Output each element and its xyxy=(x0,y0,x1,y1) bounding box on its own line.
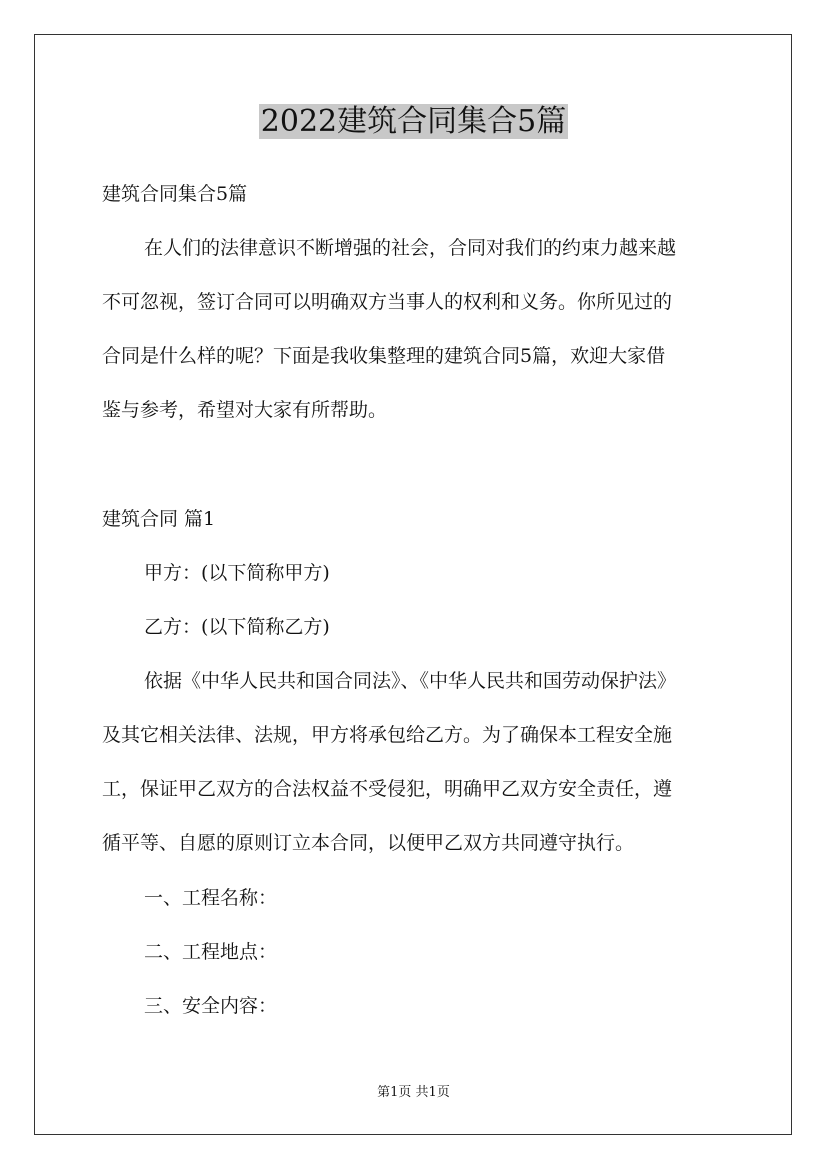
body-line-4: 循平等、自愿的原则订立本合同，以便甲乙双方共同遵守执行。 xyxy=(102,832,635,854)
intro-line-3: 合同是什么样的呢？下面是我收集整理的建筑合同5篇，欢迎大家借 xyxy=(102,345,666,367)
intro-line-1: 在人们的法律意识不断增强的社会，合同对我们的约束力越来越 xyxy=(144,237,677,259)
item-project-location: 二、工程地点： xyxy=(144,941,278,963)
intro-line-4: 鉴与参考，希望对大家有所帮助。 xyxy=(102,399,388,421)
item-project-name: 一、工程名称： xyxy=(144,887,278,909)
document-subtitle: 建筑合同集合5篇 xyxy=(102,183,248,205)
intro-line-2: 不可忽视，签订合同可以明确双方当事人的权利和义务。你所见过的 xyxy=(102,291,673,313)
body-line-1: 依据《中华人民共和国合同法》、《中华人民共和国劳动保护法》 xyxy=(144,670,677,692)
body-line-3: 工，保证甲乙双方的合法权益不受侵犯，明确甲乙双方安全责任，遵 xyxy=(102,778,673,800)
document-title-text: 2022建筑合同集合5篇 xyxy=(260,104,567,139)
party-b-line: 乙方：(以下简称乙方) xyxy=(144,616,330,638)
document-title xyxy=(0,100,827,144)
body-line-2: 及其它相关法律、法规，甲方将承包给乙方。为了确保本工程安全施 xyxy=(102,724,673,746)
party-a-line: 甲方：(以下简称甲方) xyxy=(144,562,330,584)
page-footer: 第1页 共1页 xyxy=(377,1085,450,1100)
item-safety-content: 三、安全内容： xyxy=(144,995,278,1017)
section-heading: 建筑合同 篇1 xyxy=(102,508,216,530)
